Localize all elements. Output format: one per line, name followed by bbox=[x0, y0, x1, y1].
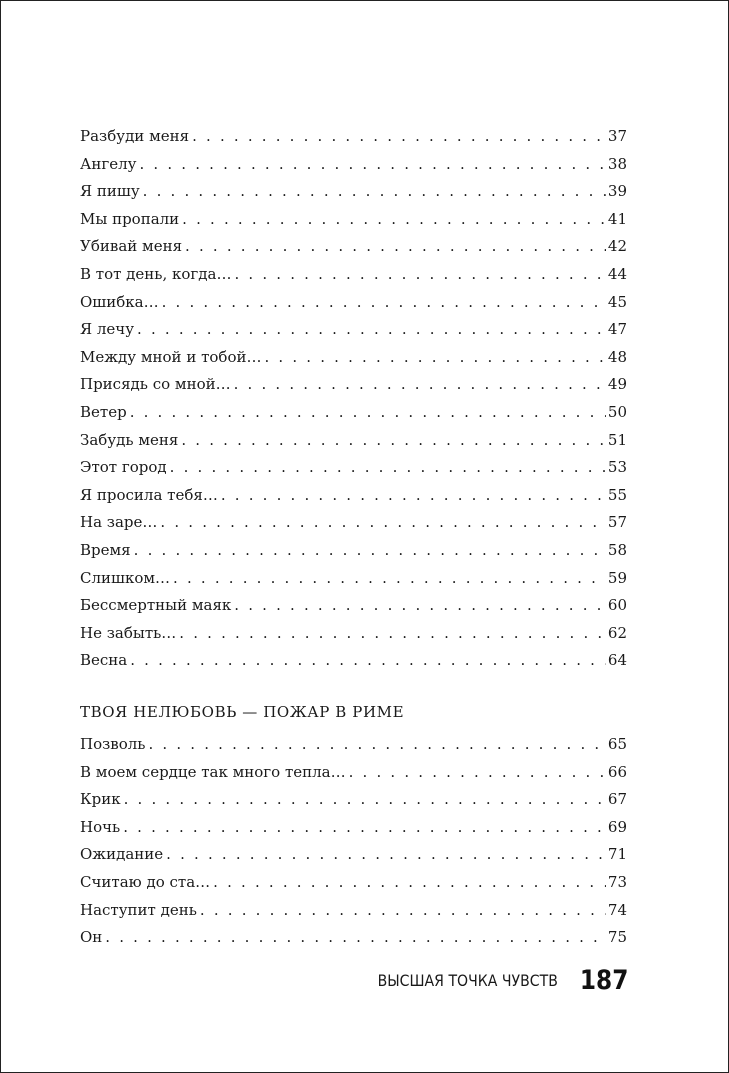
toc-entry-page: 47 bbox=[607, 320, 627, 339]
dot-leader bbox=[148, 731, 605, 759]
dot-leader bbox=[123, 814, 606, 842]
dot-leader bbox=[162, 289, 606, 317]
toc-entry-title: Он bbox=[80, 928, 103, 947]
dot-leader bbox=[134, 537, 606, 565]
dot-leader bbox=[170, 454, 606, 482]
dot-leader bbox=[137, 316, 606, 344]
toc-entry-page: 69 bbox=[607, 817, 627, 836]
toc-entry bbox=[80, 261, 627, 289]
toc-entry bbox=[80, 344, 627, 372]
dot-leader bbox=[200, 897, 606, 925]
toc-entry bbox=[80, 371, 627, 399]
toc-entry bbox=[80, 427, 627, 455]
toc-entry-page: 53 bbox=[607, 458, 627, 477]
dot-leader bbox=[213, 869, 606, 897]
table-of-contents bbox=[80, 123, 627, 675]
toc-entry bbox=[80, 786, 627, 814]
toc-entry-page: 59 bbox=[607, 568, 627, 587]
dot-leader bbox=[234, 261, 605, 289]
toc-entry-title: На заре… bbox=[80, 513, 158, 532]
toc-entry-page: 73 bbox=[607, 872, 627, 891]
dot-leader bbox=[221, 482, 606, 510]
page-number: 187 bbox=[579, 965, 628, 996]
toc-entry-title: Слишком… bbox=[80, 568, 171, 587]
toc-entry-title: Ангелу bbox=[80, 154, 137, 173]
toc-entry-title: Забудь меня bbox=[80, 430, 179, 449]
toc-entry bbox=[80, 924, 627, 952]
toc-entry-page: 58 bbox=[607, 540, 627, 559]
toc-entry bbox=[80, 841, 627, 869]
section-heading: ТВОЯ НЕЛЮБОВЬ — ПОЖАР В РИМЕ bbox=[80, 703, 405, 721]
toc-entry-title: Ветер bbox=[80, 402, 127, 421]
toc-entry-page: 74 bbox=[607, 900, 627, 919]
toc-entry bbox=[80, 814, 627, 842]
toc-entry-page: 41 bbox=[607, 209, 627, 228]
dot-leader bbox=[185, 233, 606, 261]
toc-entry-title: Бессмертный маяк bbox=[80, 596, 232, 615]
toc-entry bbox=[80, 759, 627, 787]
toc-entry-page: 67 bbox=[607, 790, 627, 809]
dot-leader bbox=[181, 427, 606, 455]
toc-entry bbox=[80, 509, 627, 537]
toc-entry-page: 64 bbox=[607, 651, 627, 670]
toc-entry-title: Ночь bbox=[80, 817, 121, 836]
toc-entry bbox=[80, 454, 627, 482]
toc-entry-page: 39 bbox=[607, 182, 627, 201]
toc-entry-title: Считаю до ста… bbox=[80, 872, 211, 891]
toc-entry bbox=[80, 289, 627, 317]
toc-entry-page: 51 bbox=[607, 430, 627, 449]
dot-leader bbox=[349, 759, 606, 787]
dot-leader bbox=[105, 924, 606, 952]
toc-entry bbox=[80, 537, 627, 565]
toc-entry-page: 50 bbox=[607, 402, 627, 421]
toc-entry-page: 49 bbox=[607, 375, 627, 394]
toc-entry-title: Время bbox=[80, 540, 131, 559]
toc-entry bbox=[80, 233, 627, 261]
toc-entry-title: Убивай меня bbox=[80, 237, 183, 256]
toc-entry-title: Я лечу bbox=[80, 320, 135, 339]
toc-entry-page: 44 bbox=[607, 264, 627, 283]
toc-entry bbox=[80, 897, 627, 925]
toc-entry bbox=[80, 592, 627, 620]
dot-leader bbox=[130, 647, 606, 675]
toc-entry bbox=[80, 565, 627, 593]
toc-entry-title: Весна bbox=[80, 651, 128, 670]
toc-entry-page: 42 bbox=[607, 237, 627, 256]
toc-entry-title: Ошибка… bbox=[80, 292, 159, 311]
toc-entry-title: В моем сердце так много тепла… bbox=[80, 762, 346, 781]
toc-entry-page: 37 bbox=[607, 127, 627, 145]
dot-leader bbox=[124, 786, 606, 814]
dot-leader bbox=[160, 509, 606, 537]
toc-entry-page: 55 bbox=[607, 485, 627, 504]
toc-entry-title: Не забыть… bbox=[80, 623, 177, 642]
toc-entry-page: 75 bbox=[607, 928, 627, 947]
dot-leader bbox=[234, 371, 606, 399]
dot-leader bbox=[192, 123, 606, 151]
toc-entry-title: Позволь bbox=[80, 735, 146, 753]
running-title: ВЫСШАЯ ТОЧКА ЧУВСТВ bbox=[377, 971, 558, 990]
toc-entry-page: 65 bbox=[607, 735, 627, 753]
toc-entry-title: В тот день, когда… bbox=[80, 264, 232, 283]
toc-entry-page: 38 bbox=[607, 154, 627, 173]
dot-leader bbox=[264, 344, 605, 372]
toc-entry bbox=[80, 151, 627, 179]
toc-entry-title: Я пишу bbox=[80, 182, 140, 201]
toc-entry-page: 48 bbox=[607, 347, 627, 366]
dot-leader bbox=[166, 841, 606, 869]
toc-entry bbox=[80, 620, 627, 648]
toc-entry bbox=[80, 206, 627, 234]
table-of-contents-section bbox=[80, 731, 627, 952]
dot-leader bbox=[234, 592, 606, 620]
toc-entry-title: Разбуди меня bbox=[80, 127, 190, 145]
dot-leader bbox=[130, 399, 606, 427]
toc-entry bbox=[80, 731, 627, 759]
toc-entry-page: 57 bbox=[607, 513, 627, 532]
toc-entry-title: Между мной и тобой… bbox=[80, 347, 262, 366]
toc-entry-title: Присядь со мной… bbox=[80, 375, 231, 394]
toc-entry bbox=[80, 316, 627, 344]
toc-entry-page: 62 bbox=[607, 623, 627, 642]
toc-entry-title: Крик bbox=[80, 790, 121, 809]
dot-leader bbox=[173, 565, 606, 593]
toc-entry-title: Ожидание bbox=[80, 845, 164, 864]
toc-entry-title: Наступит день bbox=[80, 900, 197, 919]
page-footer bbox=[353, 965, 628, 996]
toc-entry bbox=[80, 178, 627, 206]
toc-entry bbox=[80, 482, 627, 510]
toc-entry-title: Я просила тебя… bbox=[80, 485, 218, 504]
toc-entry-title: Мы пропали bbox=[80, 209, 180, 228]
dot-leader bbox=[139, 151, 605, 179]
toc-entry bbox=[80, 399, 627, 427]
toc-entry-page: 71 bbox=[607, 845, 627, 864]
toc-entry-title: Этот город bbox=[80, 458, 167, 477]
toc-entry bbox=[80, 647, 627, 675]
toc-entry-page: 60 bbox=[607, 596, 627, 615]
toc-entry bbox=[80, 123, 627, 151]
dot-leader bbox=[182, 206, 606, 234]
toc-entry bbox=[80, 869, 627, 897]
toc-entry-page: 66 bbox=[607, 762, 627, 781]
dot-leader bbox=[143, 178, 606, 206]
dot-leader bbox=[179, 620, 606, 648]
toc-entry-page: 45 bbox=[607, 292, 627, 311]
